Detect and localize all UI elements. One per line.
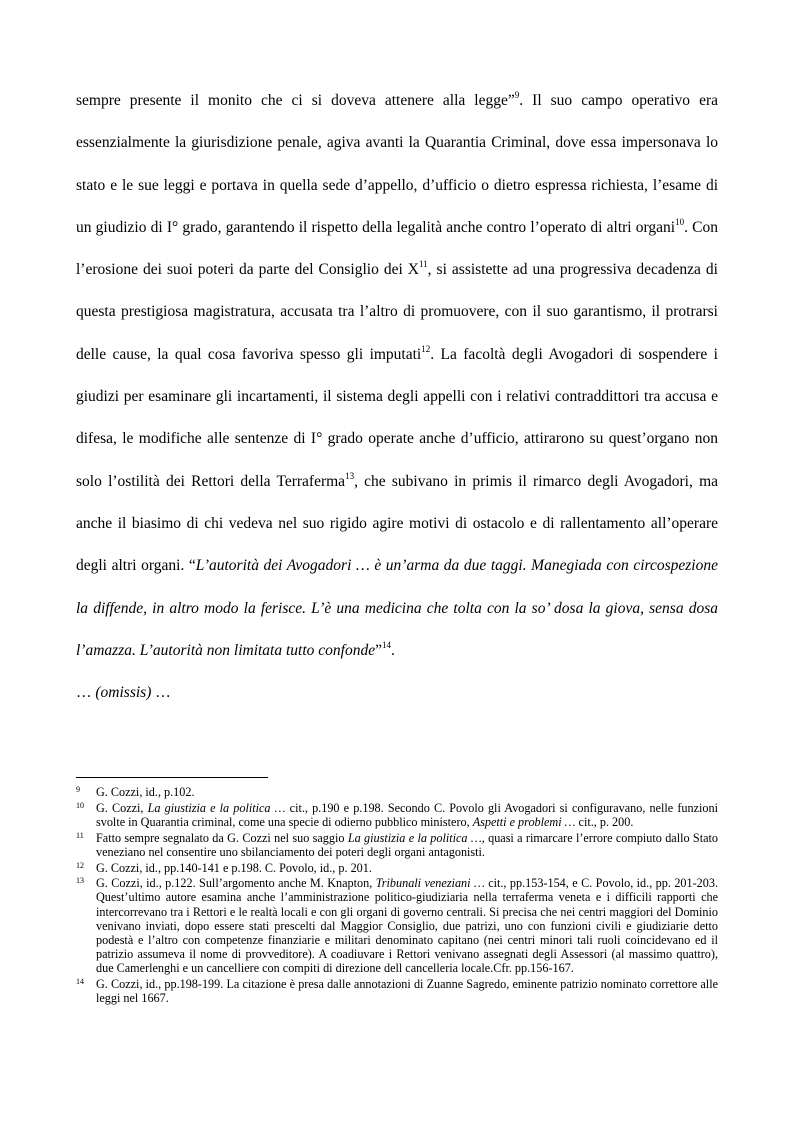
footnote-run: cit., pp.153-154, e C. Povolo, id., pp. 201-203. Quest’ultimo autore esamina anche l’amministrazione politico-giudiziaria nella terraferma veneta e i difficili rapporti che intercorrevano tra i Rettori e le realtà locali e con gli organi di governo centrali. Si precisa che nei centri maggiori del Dominio venivano inviati, dopo essere stati prescelti dal Maggior Consiglio, due patrizi, uno con funzioni civili e giudiziarie detto podestà e l’altro con competenze finanziarie e militari denominato capitano (nei centri minori tali ruoli coincidevano ed il patrizio assumeva il nome di provveditore). A coadiuvare i Rettori venivano assegnati degli Assessori (al massimo quattro), due Camerlenghi e un cancelliere con compiti di direzione dell cancelleria locale.Cfr. pp.156-167. bbox=[96, 876, 718, 976]
text-run: . Con l’erosione dei suoi poteri da parte del Consiglio dei X bbox=[76, 218, 718, 279]
footnote-run: quasi a rimarcare l’errore compiuto dallo Stato veneziano nel consentire uno sbilanciamento dei poteri degli organi antagonisti. bbox=[96, 830, 718, 859]
body-paragraph bbox=[76, 80, 718, 672]
text-run: . bbox=[391, 641, 395, 659]
text-run: sempre presente il monito che ci si doveva attenere alla legge” bbox=[76, 92, 515, 109]
footnote-ref-9: 9 bbox=[514, 89, 520, 100]
footnote-number: 13 bbox=[76, 876, 84, 886]
text-run: . La facoltà degli Avogadori di sospendere i giudizi per esaminare gli incartamenti, il sistema degli appelli con i relativi contraddittori tra accusa e difesa, le modifiche alle sentenze di I° grado operate anche d’ufficio, attirarono su quest’organo non solo l’ostilità dei Rettori della Terraferma bbox=[76, 345, 718, 490]
footnote-text bbox=[96, 831, 718, 859]
footnote-ref-12: 12 bbox=[421, 343, 431, 354]
footnote-italic: La giustizia e la politica … bbox=[147, 800, 286, 815]
omissis-italic: (omissis) bbox=[95, 684, 152, 702]
footnote-italic: Tribunali veneziani … bbox=[375, 876, 485, 891]
main-text bbox=[76, 80, 718, 714]
footnotes bbox=[76, 785, 718, 1007]
text-run: , che subivano in primis il rimarco degli Avogadori, ma anche il biasimo di chi vedeva nel suo rigido agire motivi di ostacolo e di rallentamento all’operare degli altri organi. “ bbox=[76, 472, 719, 575]
footnote-text bbox=[96, 801, 718, 829]
footnote-italic: Aspetti e problemi … bbox=[472, 814, 576, 829]
text-run: ” bbox=[375, 641, 382, 659]
text-run: , si assistette ad una progressiva decadenza di questa prestigiosa magistratura, accusata tra l’altro di promuovere, con il suo garantismo, il protrarsi delle cause, la qual cosa favoriva spesso gli imputati bbox=[76, 261, 718, 363]
footnote-run: G. Cozzi, id., pp.198-199. La citazione è presa dalle annotazioni di Zuanne Sagredo, eminente patrizio nominato correttore alle leggi nel 1667. bbox=[96, 977, 718, 1006]
footnote-13 bbox=[76, 876, 718, 975]
footnote-run: G. Cozzi, id., p.122. Sull’argomento anche M. Knapton, bbox=[96, 876, 376, 891]
footnote-14 bbox=[76, 977, 718, 1005]
italic-quote: L’autorità dei Avogadori … è un’arma da due taggi. Manegiada con circospezione la diffende, in altro modo la ferisce. L’è una medicina che tolta con la so’ dosa la giova, sensa dosa l’amazza. L’autorità non limitata tutto confonde bbox=[76, 557, 718, 659]
footnote-ref-11: 11 bbox=[419, 259, 428, 270]
footnote-9 bbox=[76, 785, 718, 799]
footnote-number: 9 bbox=[76, 785, 80, 794]
footnote-ref-14: 14 bbox=[382, 639, 391, 650]
footnote-text bbox=[96, 876, 718, 975]
footnote-run: cit., p.190 e p.198. Secondo C. Povolo gli Avogadori si configuravano, nelle funzioni svolte in Quarantia criminal, come una specie di odierno pubblico ministero, bbox=[96, 800, 718, 829]
footnote-italic: La giustizia e la politica …, bbox=[347, 830, 485, 845]
omissis-line bbox=[76, 672, 718, 714]
footnote-10 bbox=[76, 801, 718, 829]
footnote-run: G. Cozzi, id., pp.140-141 e p.198. C. Povolo, id., p. 201. bbox=[96, 860, 372, 875]
footnote-number: 12 bbox=[76, 860, 84, 870]
footnote-12 bbox=[76, 861, 718, 875]
footnote-ref-13: 13 bbox=[345, 470, 355, 481]
footnote-number: 14 bbox=[76, 977, 84, 987]
footnote-separator bbox=[76, 777, 268, 778]
footnote-text bbox=[96, 861, 718, 875]
footnote-run: Fatto sempre segnalato da G. Cozzi nel suo saggio bbox=[96, 830, 348, 845]
text-run: … bbox=[151, 684, 171, 702]
footnote-text bbox=[96, 785, 718, 799]
footnote-run: cit., p. 200. bbox=[575, 814, 634, 829]
footnote-number: 11 bbox=[76, 830, 84, 840]
footnote-11 bbox=[76, 831, 718, 859]
text-run: . Il suo campo operativo era essenzialmente la giurisdizione penale, agiva avanti la Quarantia Criminal, dove essa impersonava lo stato e le sue leggi e portava in quella sede d’appello, d’ufficio o dietro espressa richiesta, l’esame di un giudizio di I° grado, garantendo il rispetto della legalità anche contro l’operato di altri organi bbox=[76, 92, 718, 236]
footnote-text bbox=[96, 977, 718, 1005]
text-run: … bbox=[76, 684, 96, 702]
footnote-run: G. Cozzi, id., p.102. bbox=[96, 785, 195, 799]
footnote-ref-10: 10 bbox=[675, 216, 685, 227]
footnote-number: 10 bbox=[76, 800, 84, 810]
footnote-run: G. Cozzi, bbox=[96, 800, 148, 815]
